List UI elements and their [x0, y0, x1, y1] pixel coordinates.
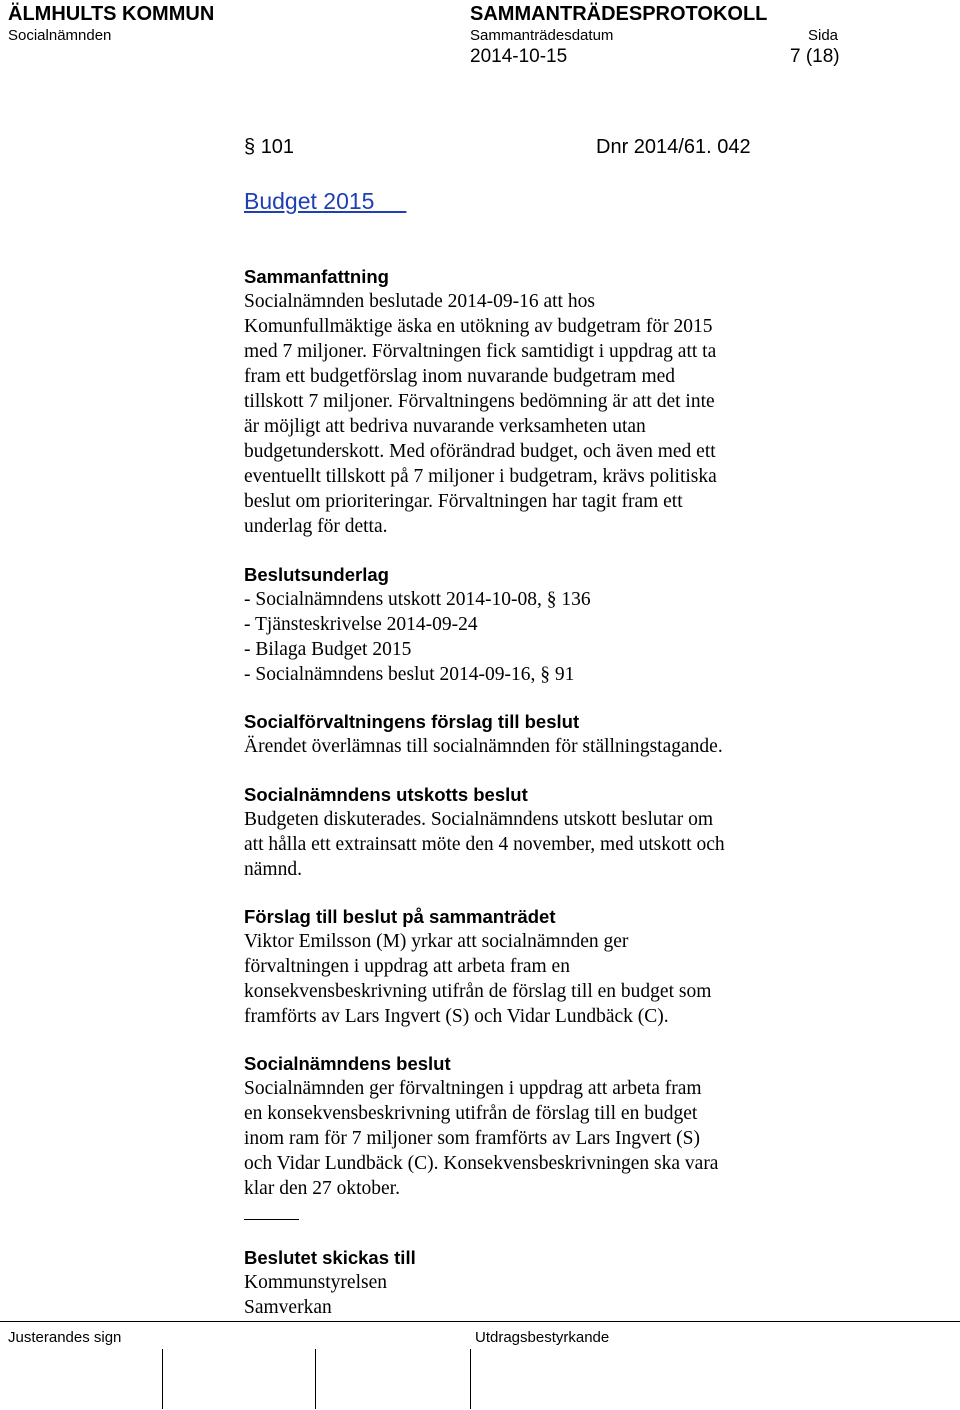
text-line: inom ram för 7 miljoner som framförts av Lars Ingvert (S)	[244, 1128, 700, 1149]
item-title: Budget 2015	[244, 188, 407, 214]
decision-basis-section	[244, 562, 944, 687]
text-line: klar den 27 oktober.	[244, 1178, 400, 1199]
text-line: Viktor Emilsson (M) yrkar att socialnämnden ger	[244, 931, 629, 952]
text-line: fram ett budgetförslag inom nuvarande budgetram med	[244, 366, 676, 387]
signature-box-divider	[470, 1349, 471, 1409]
text-line: tillskott 7 miljoner. Förvaltningens bedömning är att det inte	[244, 391, 715, 412]
decision-basis-list	[244, 587, 944, 687]
decision-basis-heading: Beslutsunderlag	[244, 564, 389, 585]
meeting-proposal-heading: Förslag till beslut på sammanträdet	[244, 906, 556, 927]
administration-proposal-heading: Socialförvaltningens förslag till beslut	[244, 711, 580, 732]
board-decision-heading: Socialnämndens beslut	[244, 1053, 451, 1074]
list-item: Samverkan	[244, 1297, 332, 1318]
text-line: beslut om prioriteringar. Förvaltningen har tagit fram ett	[244, 491, 683, 512]
summary-section	[244, 264, 944, 539]
text-line: med 7 miljoner. Förvaltningen fick samtidigt i uppdrag att ta	[244, 341, 717, 362]
text-line: eventuellt tillskott på 7 miljoner i budgetram, krävs politiska	[244, 466, 717, 487]
meeting-proposal-section	[244, 904, 944, 1029]
adjusters-sign-label: Justerandes sign	[8, 1329, 122, 1346]
administration-proposal-text	[244, 734, 944, 759]
extract-certification-label: Utdragsbestyrkande	[475, 1329, 610, 1346]
text-line: förvaltningen i uppdrag att arbeta fram en	[244, 956, 570, 977]
signature-box-divider	[162, 1349, 163, 1409]
list-item: - Socialnämndens beslut 2014-09-16, § 91	[244, 664, 575, 685]
page-label: Sida	[808, 27, 839, 44]
text-line: Ärendet överlämnas till socialnämnden för ställningstagande.	[244, 736, 723, 757]
section-number: 101	[260, 136, 295, 158]
text-line: är möjligt att bedriva nuvarande verksamheten utan	[244, 416, 646, 437]
text-line: framförts av Lars Ingvert (S) och Vidar Lundbäck (C).	[244, 1006, 669, 1027]
text-line: budgetunderskott. Med oförändrad budget, och även med ett	[244, 441, 716, 462]
committee-decision-heading: Socialnämndens utskotts beslut	[244, 784, 528, 805]
board-decision-text	[244, 1076, 944, 1201]
text-line: att hålla ett extrainsatt möte den 4 november, med utskott och	[244, 834, 725, 855]
committee-decision-section	[244, 782, 944, 882]
summary-heading: Sammanfattning	[244, 266, 389, 287]
list-item: - Socialnämndens utskott 2014-10-08, § 136	[244, 589, 591, 610]
text-line: och Vidar Lundbäck (C). Konsekvensbeskrivningen ska vara	[244, 1153, 719, 1174]
text-line: konsekvensbeskrivning utifrån de förslag till en budget som	[244, 981, 712, 1002]
text-line: nämnd.	[244, 859, 302, 880]
sent-to-section	[244, 1245, 944, 1320]
meeting-date-label: Sammanträdesdatum	[470, 27, 614, 44]
text-line: Socialnämnden ger förvaltningen i uppdrag att arbeta fram	[244, 1078, 702, 1099]
text-line: underlag för detta.	[244, 516, 388, 537]
list-item: - Bilaga Budget 2015	[244, 639, 412, 660]
page-number: 7 (18)	[790, 46, 840, 67]
section-row	[244, 136, 804, 159]
department-name: Socialnämnden	[8, 27, 112, 44]
text-line: Komunfullmäktige äska en utökning av budgetram för 2015	[244, 316, 713, 337]
paragraph-sign: §	[244, 136, 256, 158]
diary-number: Dnr 2014/61. 042	[596, 136, 751, 158]
document-type: SAMMANTRÄDESPROTOKOLL	[470, 3, 768, 25]
board-decision-section	[244, 1051, 944, 1201]
organization-name: ÄLMHULTS KOMMUN	[8, 3, 215, 25]
administration-proposal-section	[244, 709, 944, 759]
committee-decision-text	[244, 807, 944, 882]
summary-text	[244, 289, 944, 539]
signature-box-divider	[315, 1349, 316, 1409]
footer-divider	[0, 1321, 960, 1322]
separator-rule	[244, 1219, 299, 1220]
list-item: - Tjänsteskrivelse 2014-09-24	[244, 614, 478, 635]
text-line: Budgeten diskuterades. Socialnämndens utskott beslutar om	[244, 809, 713, 830]
sent-to-list	[244, 1270, 944, 1320]
text-line: Socialnämnden beslutade 2014-09-16 att hos	[244, 291, 595, 312]
meeting-date: 2014-10-15	[470, 46, 568, 67]
list-item: Kommunstyrelsen	[244, 1272, 387, 1293]
sent-to-heading: Beslutet skickas till	[244, 1247, 416, 1268]
meeting-proposal-text	[244, 929, 944, 1029]
text-line: en konsekvensbeskrivning utifrån de förslag till en budget	[244, 1103, 698, 1124]
